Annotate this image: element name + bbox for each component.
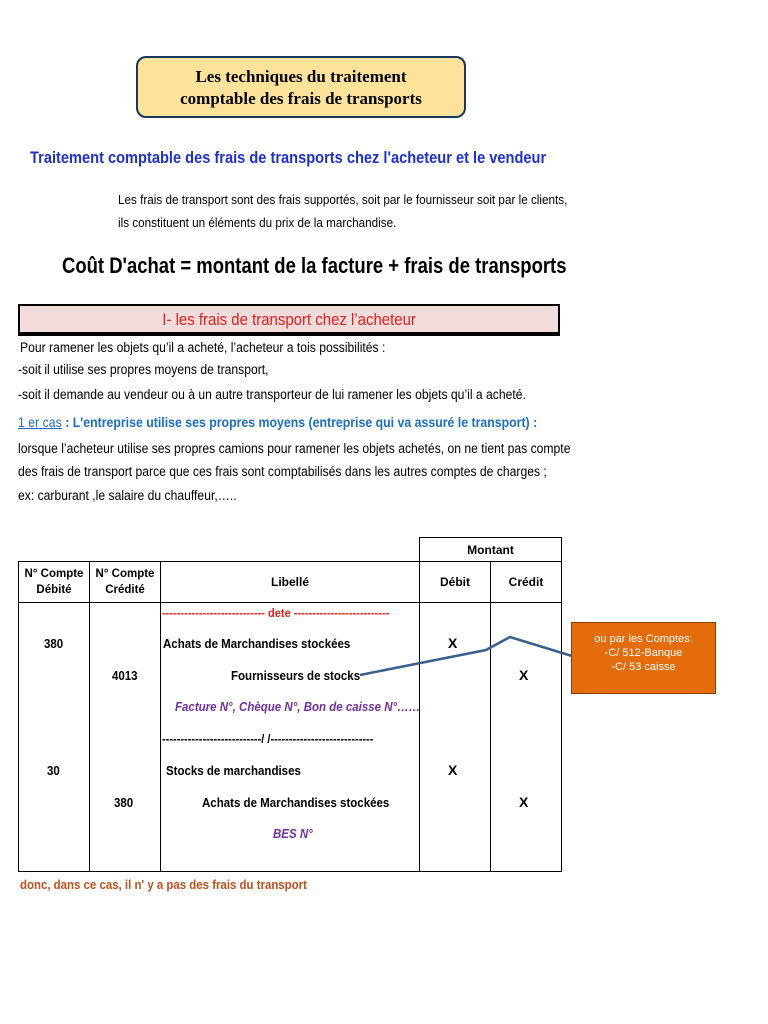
paragraph-line-3: -soit il demande au vendeur ou à un autre transporteur de lui ramener les objets qu’il a acheté. <box>18 387 526 402</box>
intro-line-2: ils constituent un éléments du prix de la marchandise. <box>118 215 397 230</box>
paragraph-line-2: -soit il utilise ses propres moyens de transport, <box>18 362 269 377</box>
entry-2-credit-account: 380 <box>114 796 134 810</box>
entry-2-debit-label: Stocks de marchandises <box>166 764 301 778</box>
entry-1-debit-account: 380 <box>44 637 64 651</box>
intro-line-1: Les frais de transport sont des frais supportés, soit par le fournisseur soit par le clients, <box>118 192 568 207</box>
entry-1-credit-account: 4013 <box>112 669 138 683</box>
note-box <box>571 622 716 694</box>
header-debit-account: N° Compte Débité <box>19 562 90 603</box>
separator-dete: ---------------------------- dete -------------------------- <box>162 606 390 620</box>
callout-line <box>360 637 572 675</box>
case-1-title: : L'entreprise utilise ses propres moyens (entreprise qui va assuré le transport) : <box>61 414 538 430</box>
entry-2-reference: BES N° <box>273 827 313 841</box>
title-line-2: comptable des frais de transports <box>180 89 422 108</box>
header-debit: Débit <box>420 562 491 603</box>
title-line-1: Les techniques du traitement <box>195 67 407 86</box>
entry-2-debit-account: 30 <box>47 764 60 778</box>
conclusion: donc, dans ce cas, il n' y a pas des frais du transport <box>20 877 307 892</box>
header-credit: Crédit <box>491 562 562 603</box>
entry-1-credit-mark: X <box>519 667 529 683</box>
section-heading-text: I- les frais de transport chez l’acheteur <box>162 310 416 329</box>
paragraph-line-1: Pour ramener les objets qu’il a acheté, l’acheteur a tois possibilités : <box>20 340 386 355</box>
entry-1-reference: Facture N°, Chèque N°, Bon de caisse N°…… <box>175 700 421 714</box>
case-1-text-line-1: lorsque l’acheteur utilise ses propres camions pour ramener les objets achetés, on ne tient pas compte <box>18 441 571 456</box>
entry-1-debit-mark: X <box>448 635 458 651</box>
case-1-label: 1 er cas <box>18 414 62 430</box>
note-line-3: -C/ 53 caisse <box>611 661 676 673</box>
formula: Coût D'achat = montant de la facture + frais de transports <box>62 253 567 278</box>
case-1-text-line-2: des frais de transport parce que ces frais sont comptabilisés dans les autres comptes de charges ; <box>18 464 547 479</box>
case-1-text-line-3: ex: carburant ,le salaire du chauffeur,….. <box>18 488 237 503</box>
separator-slash: ---------------------------/ /---------------------------- <box>162 732 374 746</box>
entry-1-debit-label: Achats de Marchandises stockées <box>163 637 351 651</box>
entry-2-credit-label: Achats de Marchandises stockées <box>202 796 390 810</box>
note-line-1: ou par les Comptes: <box>594 633 693 645</box>
entry-2-debit-mark: X <box>448 762 458 778</box>
entry-1-credit-label: Fournisseurs de stocks <box>231 669 361 683</box>
note-line-2: -C/ 512-Banque <box>604 647 683 659</box>
header-credit-account: N° Compte Crédité <box>90 562 161 603</box>
header-libelle: Libellé <box>161 562 420 603</box>
subtitle: Traitement comptable des frais de transports chez l'acheteur et le vendeur <box>30 148 547 167</box>
montant-header: Montant <box>420 538 562 562</box>
entry-2-credit-mark: X <box>519 794 529 810</box>
